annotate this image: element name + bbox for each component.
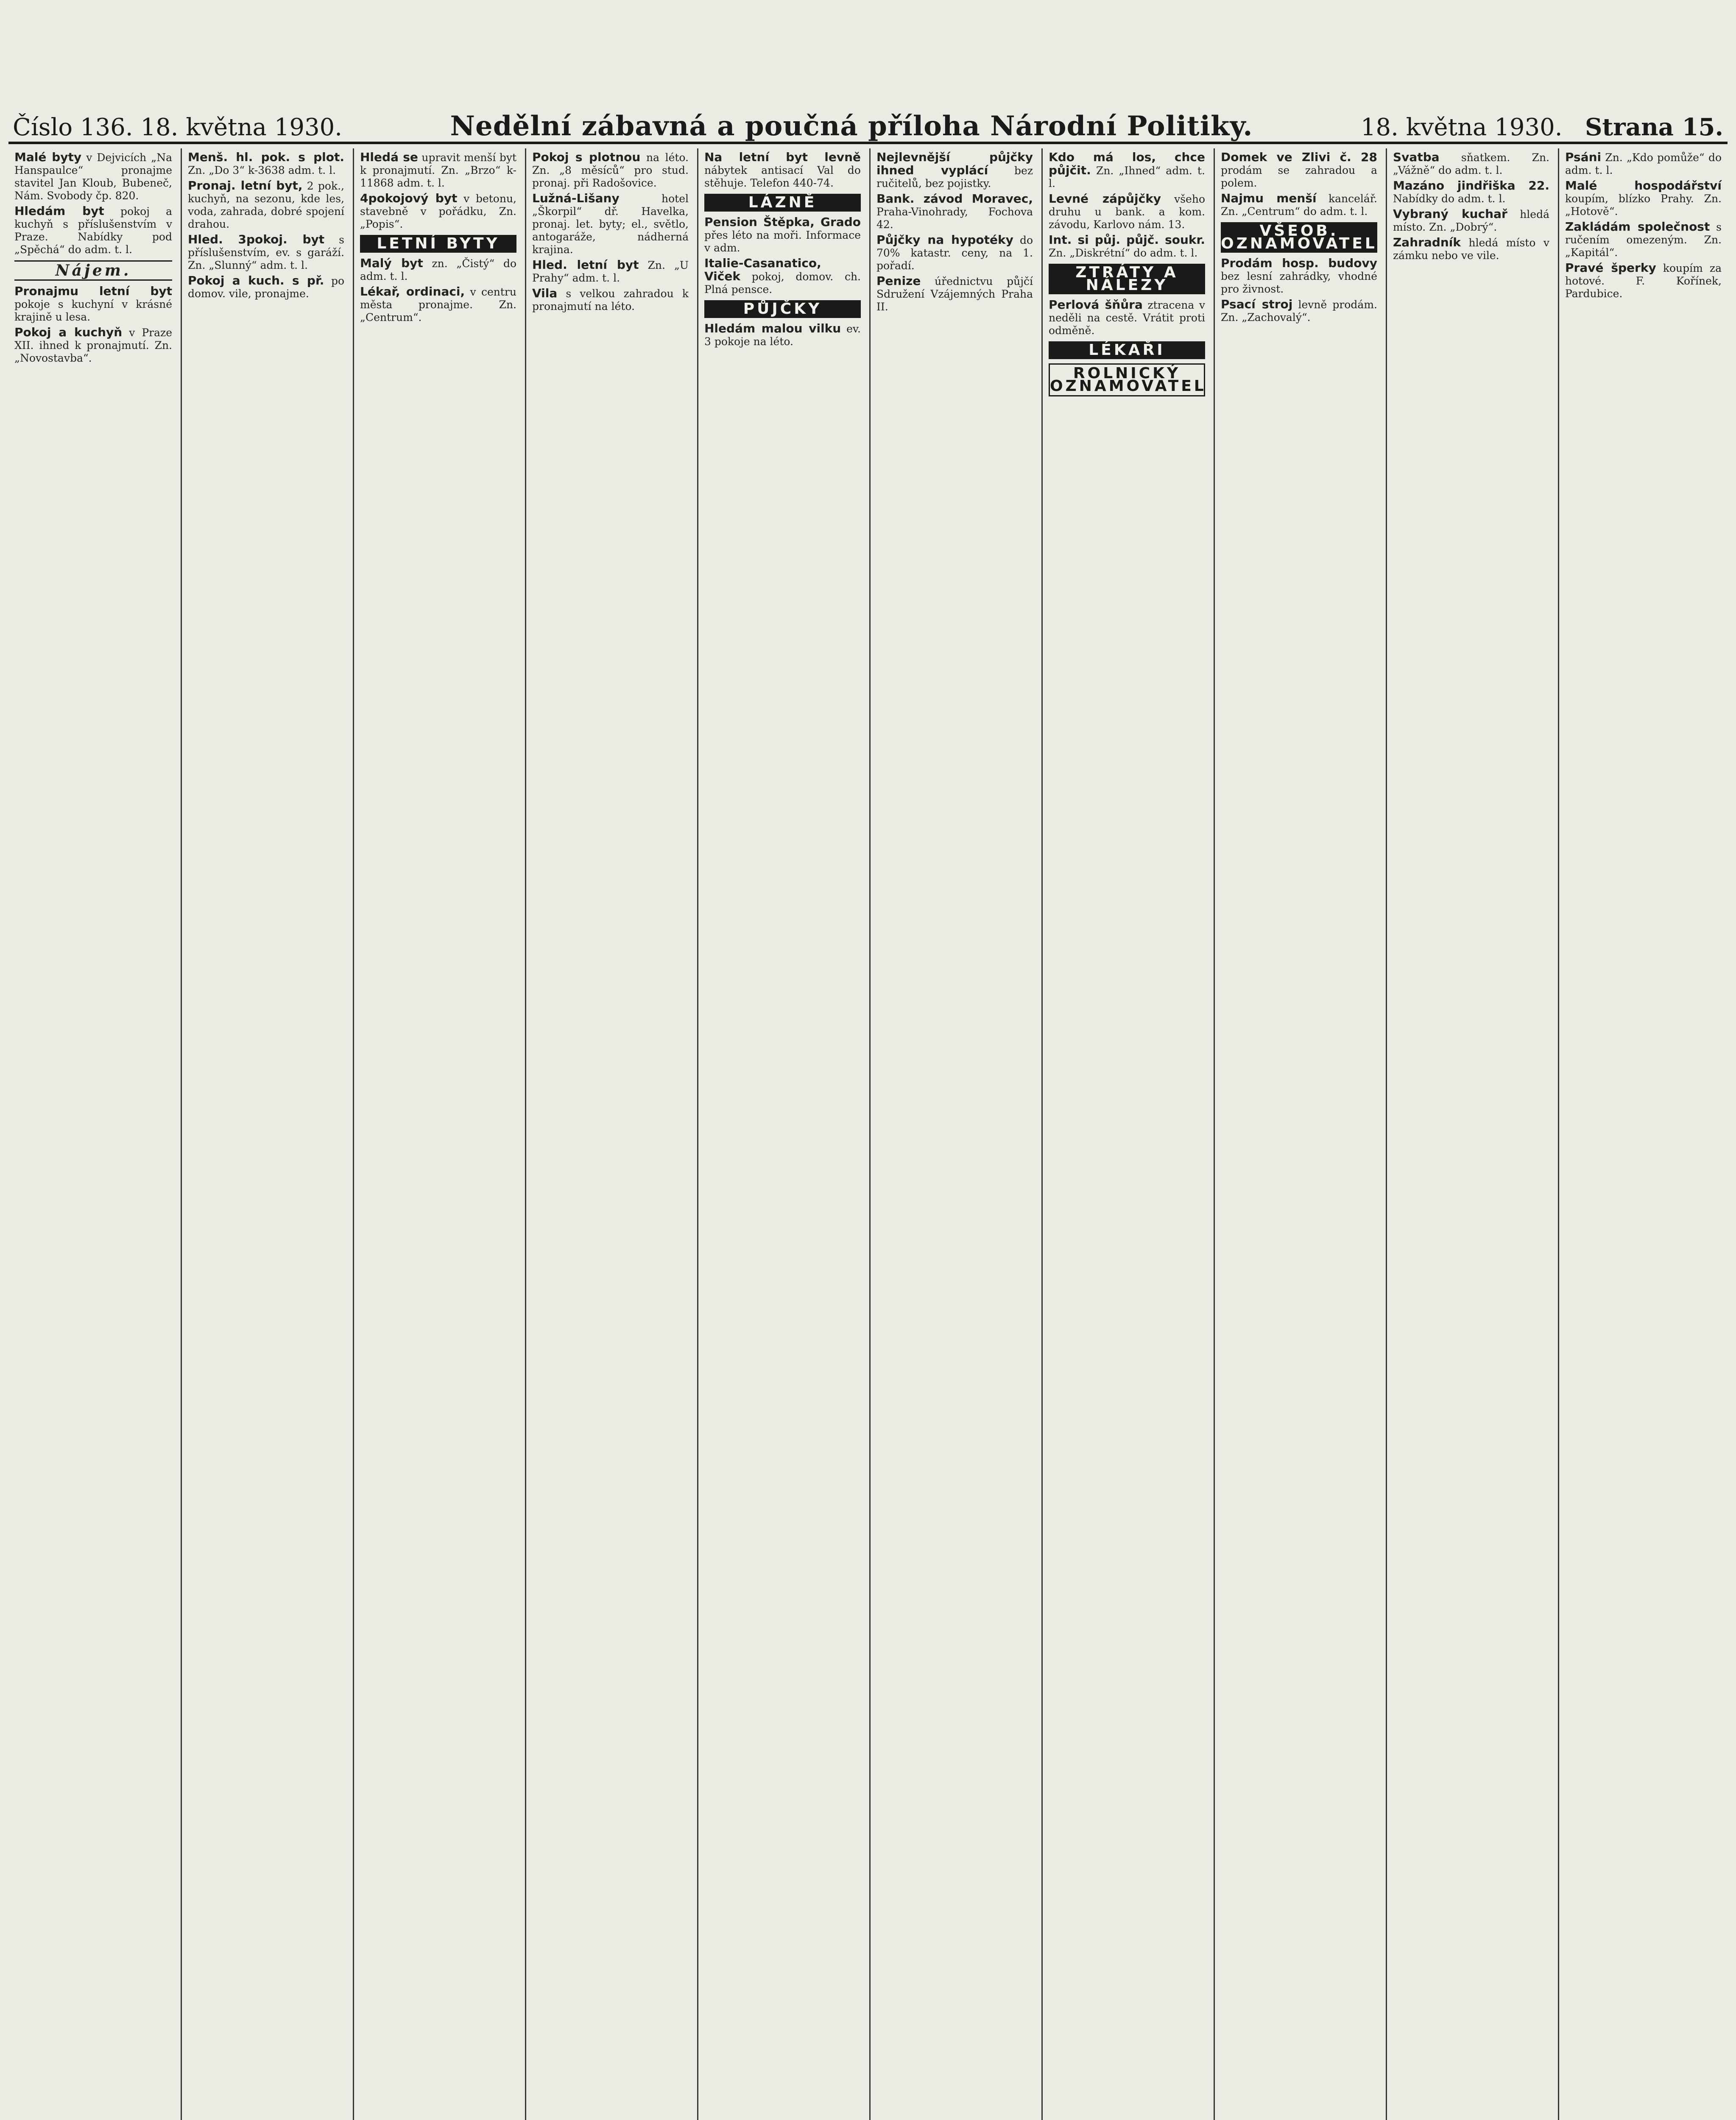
ad-text: s velkou zahradou k pronajmutí na léto. [532,287,689,312]
section-pujcky: PŮJČKY [704,300,861,318]
ad-text: prodám se zahradou a polem. [1221,164,1377,189]
section-najem: Nájem. [14,260,172,281]
ad-text: zn. „Čistý“ do adm. t. l. [360,257,516,282]
ad-text: do 70% katastr. ceny, na 1. pořadí. [876,234,1033,272]
classified-ad [704,216,861,254]
header-strana: Strana 15. [1585,113,1723,141]
column-6 [869,148,1039,2120]
column-2 [181,148,350,2120]
ad-text: Zn. „U Prahy“ adm. t. l. [532,259,689,284]
ad-text: v betonu, stavebně v pořádku, Zn. „Popis“. [360,192,517,230]
ad-heading: Vila [532,286,558,300]
classified-ad [1565,179,1722,218]
ad-heading: Hled. 3pokoj. byt [188,232,325,246]
ad-text: pokoj a kuchyň s příslušenstvím v Praze. Nabídky pod „Spěchá“ do adm. t. l. [14,205,173,256]
section-lekari: LÉKAŘI [1049,341,1205,359]
ad-text: Zn. „Do 3“ k-3638 adm. t. l. [188,164,336,176]
ad-heading: Levné zápůjčky [1049,192,1161,206]
ad-heading: Na letní byt levně [704,150,861,164]
ad-text: ztracena v neděli na cestě. Vrátit proti odměně. [1049,299,1205,337]
classified-ad [188,179,344,231]
ad-heading: Najmu menší [1221,191,1317,205]
section-lazne: LÁZNĚ [704,194,861,212]
section-ztraty-a-nalezy: ZTRÁTY A NÁLEZY [1049,264,1205,294]
ad-text: přes léto na moři. Informace v adm. [704,229,861,254]
ad-text: Praha-Vinohrady, Fochova 42. [876,206,1033,231]
ad-heading: Půjčky na hypotéky [876,233,1013,247]
classified-ad [1565,262,1722,300]
classified-ad [14,326,172,365]
classified-ad [1049,298,1205,337]
section-rolnicky-oznamovatel: ROLNICKÝ OZNAMOVATEL [1049,363,1205,396]
ad-heading: Lékař, ordinaci, [360,285,465,298]
classified-ad [1049,151,1205,190]
column-4 [525,148,695,2120]
issue-number: Číslo 136. 18. května 1930. [13,114,343,141]
classified-ad [532,259,689,285]
ad-heading: Lužná-Lišany [532,191,620,205]
ad-text: v Dejvicích „Na Hanspaulce“ pronajme stavitel Jan Kloub, Bubeneč, Nám. Svobody čp. 820. [14,151,172,202]
classified-ad [704,322,861,348]
section-vseob-oznamovatel: VŠEOB. OZNAMOVATEL [1221,222,1377,252]
page-header [8,110,1728,144]
ad-heading: 4pokojový byt [360,191,458,205]
ad-heading: Penize [876,274,921,288]
ad-heading: Bank. závod Moravec, [876,192,1033,206]
ad-heading: Psáni [1565,150,1602,164]
ad-heading: Malé hospodářství [1565,179,1722,192]
ad-text: pokoj, domov. ch. Plná pensce. [704,271,861,296]
ad-text: Zn. „Ihned“ adm. t. l. [1049,165,1205,190]
classified-ad [360,151,516,190]
classified-ad [876,234,1033,272]
classified-ad [532,151,689,190]
classified-ad [360,257,516,283]
ad-heading: Psací stroj [1221,297,1293,311]
ad-text: hotel „Škorpil“ dř. Havelka, pronaj. let. byty; el., světlo, antogaráže, nádherná krajina. [532,192,689,256]
classified-ad [1565,220,1722,259]
ad-text: s ručením omezeným. Zn. „Kapitál“. [1565,221,1722,259]
classified-ad [1049,192,1205,231]
classified-ad [14,151,172,202]
ad-heading: Nejlevnější půjčky ihned vyplácí [876,150,1033,177]
ad-text: úřednictvu půjčí Sdružení Vzájemných Praha II. [876,275,1033,313]
ad-heading: Domek ve Zlivi č. 28 [1221,150,1377,164]
ad-heading: Pension Štěpka, Grado [704,215,861,229]
column-8 [1214,148,1383,2120]
ad-heading: Vybraný kuchař [1393,207,1507,221]
ad-heading: Mazáno jindřiška 22. [1393,179,1549,192]
ad-heading: Svatba [1393,150,1440,164]
ad-heading: Pronajmu letní byt [14,284,172,298]
section-letni-byty: LETNÍ BYTY [360,235,516,253]
ad-text: 2 pok., kuchyň, na sezonu, kde les, voda, zahrada, dobré spojení drahou. [188,180,344,230]
ad-heading: Pokoj a kuchyň [14,325,123,339]
ad-heading: Pokoj a kuch. s př. [188,273,324,287]
classified-ad [14,205,172,256]
ad-text: s příslušenstvím, ev. s garáží. Zn. „Slunný“ adm. t. l. [188,234,344,271]
ad-heading: Prodám hosp. budovy [1221,256,1377,270]
ad-heading: Hledá se [360,150,418,164]
classified-ad [1393,179,1549,205]
classified-ad [876,192,1033,231]
ad-heading: Kdo má los, chce půjčit. [1049,150,1205,177]
classified-ad [1221,192,1377,218]
ad-text: levně prodám. Zn. „Zachovalý“. [1221,298,1377,324]
ad-text: v centru města pronajme. Zn. „Centrum“. [360,286,516,324]
classified-ad [188,233,344,272]
ad-text: po domov. vile, pronajme. [188,275,344,300]
ad-text: nábytek antisací Val do stěhuje. Telefon 440-74. [704,164,861,189]
classified-ad [360,192,516,231]
ad-text: koupím, blízko Prahy. Zn. „Hotově“. [1565,192,1722,218]
classified-ad [1049,234,1205,259]
classified-columns [8,148,1728,2120]
classified-ad [704,151,861,190]
classified-ad [1565,151,1722,177]
ad-text: hledá místo. Zn. „Dobrý“. [1393,208,1549,233]
column-3 [353,148,522,2120]
ad-text: Zn. „Kdo pomůže“ do adm. t. l. [1565,151,1722,176]
classified-ad [532,192,689,256]
classified-ad [14,285,172,324]
ad-heading: Pravé šperky [1565,261,1656,275]
ad-heading: Malý byt [360,256,423,270]
classified-ad [1221,298,1377,324]
ad-text: bez lesní zahrádky, vhodné pro živnost. [1221,270,1377,295]
ad-heading: Pronaj. letní byt, [188,179,303,192]
ad-text: upravit menší byt k pronajmutí. Zn. „Brzo“ k-11868 adm. t. l. [360,151,516,189]
ad-text: v Praze XII. ihned k pronajmutí. Zn. „Novostavba“. [14,326,172,364]
classified-ad [1393,151,1549,177]
ad-text: Nabídky do adm. t. l. [1393,192,1506,205]
ad-text: na léto. Zn. „8 měsíců“ pro stud. pronaj. při Radošovice. [532,151,689,189]
classified-ad [876,151,1033,190]
ad-text: kancelář. Zn. „Centrum“ do adm. t. l. [1221,192,1377,218]
ad-heading: Perlová šňůra [1049,298,1143,312]
classified-ad [1393,236,1549,262]
classified-ad [188,151,344,177]
ad-heading: Italie-Casanatico, Viček [704,256,821,283]
column-9 [1386,148,1555,2120]
column-1 [8,148,178,2120]
classified-ad [1221,151,1377,190]
column-7 [1041,148,1211,2120]
ad-text: koupím za hotové. F. Kořínek, Pardubice. [1565,262,1722,300]
ad-text: všeho druhu u bank. a kom. závodu, Karlovo nám. 13. [1049,193,1205,231]
ad-text: Zn. „Diskrétní“ do adm. t. l. [1049,247,1198,259]
ad-heading: Hledám malou vilku [704,321,841,335]
header-date: 18. května 1930. [1360,114,1563,141]
ad-heading: Hled. letní byt [532,258,639,272]
classified-ad [360,285,516,324]
ad-heading: Hledám byt [14,204,104,218]
supplement-title: Nedělní zábavná a poučná příloha Národní Politiky. [450,110,1253,142]
ad-heading: Menš. hl. pok. s plot. [188,150,344,164]
classified-ad [1393,208,1549,234]
ad-heading: Malé byty [14,150,82,164]
ad-heading: Pokoj s plotnou [532,150,641,164]
ad-text: pokoje s kuchyní v krásné krajině u lesa. [14,298,172,323]
column-5 [697,148,867,2120]
classified-ad [704,257,861,296]
ad-text: sňatkem. Zn. „Vážně“ do adm. t. l. [1393,151,1549,176]
classified-ad [532,287,689,313]
ad-heading: Zakládám společnost [1565,220,1710,234]
classified-ad [1221,257,1377,296]
ad-text: bez ručitelů, bez pojistky. [876,165,1033,190]
ad-text: hledá místo v zámku nebo ve vile. [1393,237,1549,262]
ad-heading: Zahradník [1393,235,1461,249]
ad-heading: Int. si půj. půjč. soukr. [1049,233,1205,247]
ad-text: ev. 3 pokoje na léto. [704,323,861,348]
classified-ad [876,275,1033,313]
page-number [1361,113,1723,141]
column-10 [1558,148,1728,2120]
classified-ad [188,274,344,300]
